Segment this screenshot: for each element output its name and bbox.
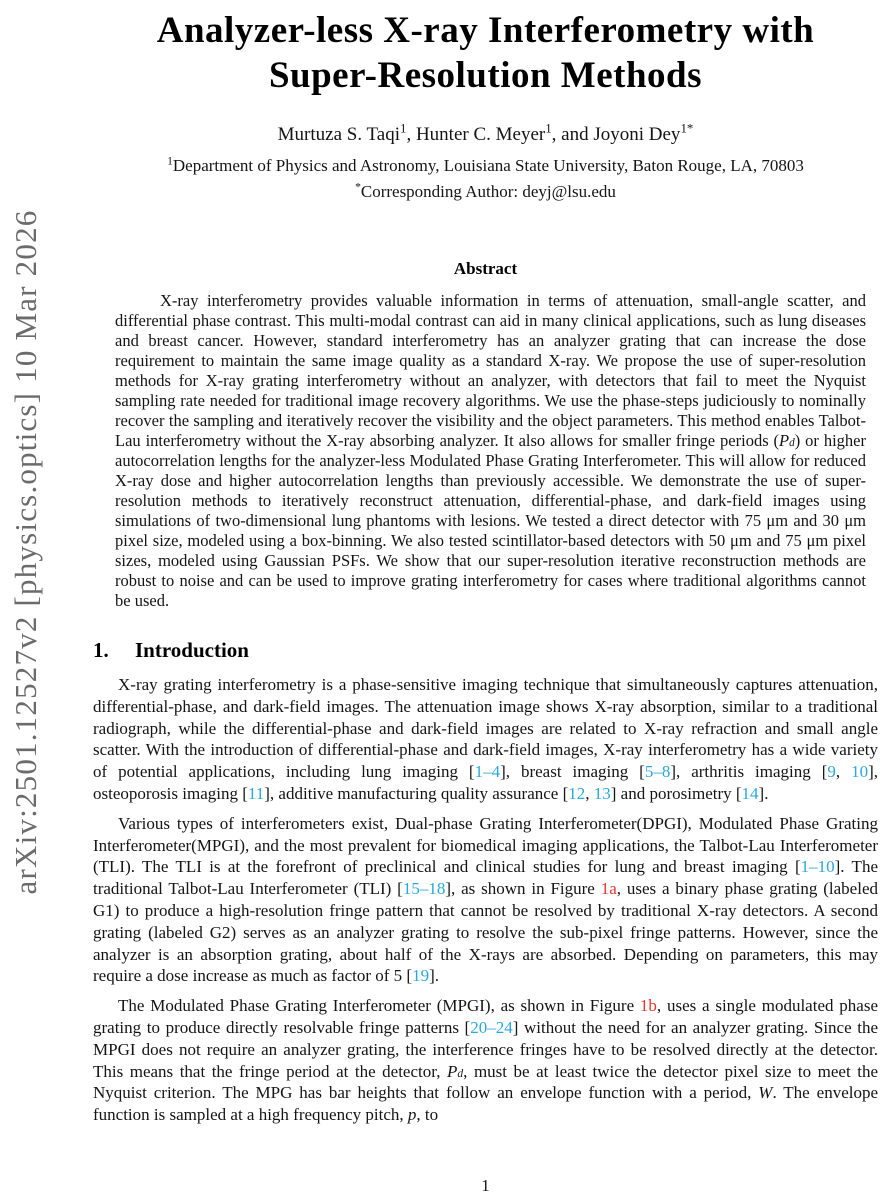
text-run: P	[779, 431, 790, 450]
section-title: Introduction	[135, 638, 249, 662]
citation-link[interactable]: 14	[741, 783, 759, 803]
authors-line	[93, 120, 878, 146]
text-run: , to	[416, 1105, 439, 1125]
text-run: ) or higher autocorrelation lengths for the analyzer-less Modulated Phase Grating Interferometer. This will allow for reduced X-ray dose and higher autocorrelation lengths than previously accessible. We demonstrate the use of super-resolution methods to iteratively reconstruct attenuation, differential-phase, and dark-field images using simulations of two-dimensional lung phantoms with lesions. We tested a direct detector with 75 μm and 30 μm pixel size, modeled using a box-binning. We also tested scintillator-based detectors with 50 μm and 75 μm pixel sizes, modeled using Gaussian PSFs. We show that our super-resolution iterative reconstruction methods are robust to noise and can be used to improve grating interferometry for cases where traditional algorithms cannot be used.	[115, 431, 866, 610]
text-run: ] without the need for an analyzer grating. Since the MPGI does not require an analyzer grating, the interference fringes have to be resolved directly at the detector. This means that the fringe period at the detector,	[93, 1017, 878, 1081]
paper-content	[93, 0, 879, 1195]
text-run: ]. The traditional Talbot-Lau Interferometer (TLI) [	[93, 857, 878, 899]
text-run: Department of Physics and Astronomy, Louisiana State University, Baton Rouge, LA, 70803	[172, 156, 804, 175]
affiliation-line	[93, 156, 878, 176]
text-run: ], arthritis imaging [	[670, 762, 828, 782]
figure-ref-link[interactable]: 1a	[600, 879, 617, 899]
text-run: , and Joyoni Dey	[551, 124, 681, 145]
text-run: W	[758, 1083, 773, 1103]
text-run: 1	[167, 154, 173, 168]
figure-ref-link[interactable]: 1b	[639, 996, 657, 1016]
text-run: . The envelope function is sampled at a high frequency pitch,	[93, 1083, 879, 1125]
arxiv-stamp: arXiv:2501.12527v2 [physics.optics] 10 Mar 2026	[8, 209, 43, 895]
text-run: ].	[429, 966, 439, 986]
paper-title	[93, 8, 878, 98]
text-run: , uses a binary phase grating (labeled G1) to produce a high-resolution fringe pattern that cannot be resolved by traditional X-ray detectors. A second grating (labeled G2) serves as an analyzer grating to resolve the sub-pixel fringe patterns. However, since the analyzer is an absorption grating, about half of the X-rays are absorbed. Depending on parameters, this may require a dose increase as much as factor of 5 [	[93, 879, 878, 986]
corresponding-author-line	[93, 182, 878, 202]
abstract-text	[115, 291, 866, 611]
text-run: ].	[758, 783, 769, 803]
text-run: *	[355, 180, 361, 194]
citation-link[interactable]: 10	[851, 762, 869, 782]
text-run: Corresponding Author: deyj@lsu.edu	[360, 182, 616, 201]
text-run: The Modulated Phase Grating Interferometer (MPGI), as shown in Figure	[118, 996, 640, 1016]
text-run: Various types of interferometers exist, Dual-phase Grating Interferometer(DPGI), Modulated Phase Grating Interferometer(MPGI), and the most prevalent for biomedical imaging applications, the Talbot-Lau Interferometer (TLI). The TLI is at the forefront of preclinical and clinical studies for lung and breast imaging [	[93, 813, 878, 877]
text-run: X-ray interferometry provides valuable information in terms of attenuation, small-angle scatter, and differential phase contrast. This multi-modal contrast can aid in many clinical applications, such as lung diseases and breast cancer. However, standard interferometry has an analyzer grating that can increase the dose requirement to maintain the same image quality as a standard X-ray. We propose the use of super-resolution methods for X-ray grating interferometry without an analyzer, with detectors that fail to meet the Nyquist sampling rate needed for traditional image recovery algorithms. We use the phase-steps judiciously to nominally recover the sampling and iteratively recover the visibility and the object parameters. This method enables Talbot-Lau interferometry without the X-ray absorbing analyzer. It also allows for smaller fringe periods (	[115, 291, 866, 450]
citation-link[interactable]: 1–10	[800, 857, 835, 877]
intro-paragraph-2	[93, 813, 878, 987]
text-run: 1	[399, 120, 407, 136]
citation-link[interactable]: 13	[593, 783, 611, 803]
citation-link[interactable]: 12	[568, 783, 586, 803]
citation-link[interactable]: 9	[827, 762, 836, 782]
text-run: 1	[545, 120, 552, 136]
page-number: 1	[481, 1176, 490, 1195]
citation-link[interactable]: 1–4	[474, 762, 501, 782]
citation-link[interactable]: 5–8	[644, 762, 671, 782]
text-run: ,	[835, 762, 852, 782]
text-run: ], as shown in Figure	[445, 879, 601, 899]
text-run: ], osteoporosis imaging [	[93, 762, 879, 803]
text-run: d	[789, 437, 795, 449]
text-run: Murtuza S. Taqi	[277, 124, 400, 145]
text-run: , Hunter C. Meyer	[406, 124, 546, 145]
citation-link[interactable]: 20–24	[470, 1017, 513, 1037]
abstract-heading: Abstract	[453, 259, 518, 278]
text-run: X-ray grating interferometry is a phase-sensitive imaging technique that simultaneously captures attenuation, differential-phase, and dark-field images. The attenuation image shows X-ray absorption, similar to a traditional radiograph, while the differential-phase and dark-field images are related to X-ray refraction and small angle scatter. With the introduction of differential-phase and dark-field images, X-ray interferometry has a wide variety of potential applications, including lung imaging [	[93, 675, 878, 782]
citation-link[interactable]: 19	[412, 966, 430, 986]
intro-paragraph-3	[93, 995, 878, 1126]
text-run: ] and porosimetry [	[610, 783, 742, 803]
paper-title-line-2: Super-Resolution Methods	[268, 55, 703, 96]
text-run: , must be at least twice the detector pixel size to meet the Nyquist criterion. The MPG has bar heights that follow an envelope function with a period,	[93, 1061, 878, 1103]
text-run: p	[407, 1105, 417, 1125]
section-heading-introduction	[93, 638, 878, 663]
text-run: , uses a single modulated phase grating to produce directly resolvable fringe patterns [	[93, 996, 878, 1037]
text-run: P	[447, 1061, 458, 1081]
text-run: ], breast imaging [	[500, 762, 645, 782]
text-run: 1*	[680, 120, 694, 136]
section-number: 1.	[93, 638, 109, 662]
text-run: d	[457, 1066, 464, 1080]
text-run: ], additive manufacturing quality assurance [	[264, 783, 569, 803]
intro-paragraph-1	[93, 674, 878, 805]
citation-link[interactable]: 11	[247, 783, 265, 803]
text-run: ,	[585, 783, 594, 803]
paper-title-line-1: Analyzer-less X-ray Interferometry with	[156, 10, 815, 51]
citation-link[interactable]: 15–18	[402, 879, 446, 899]
